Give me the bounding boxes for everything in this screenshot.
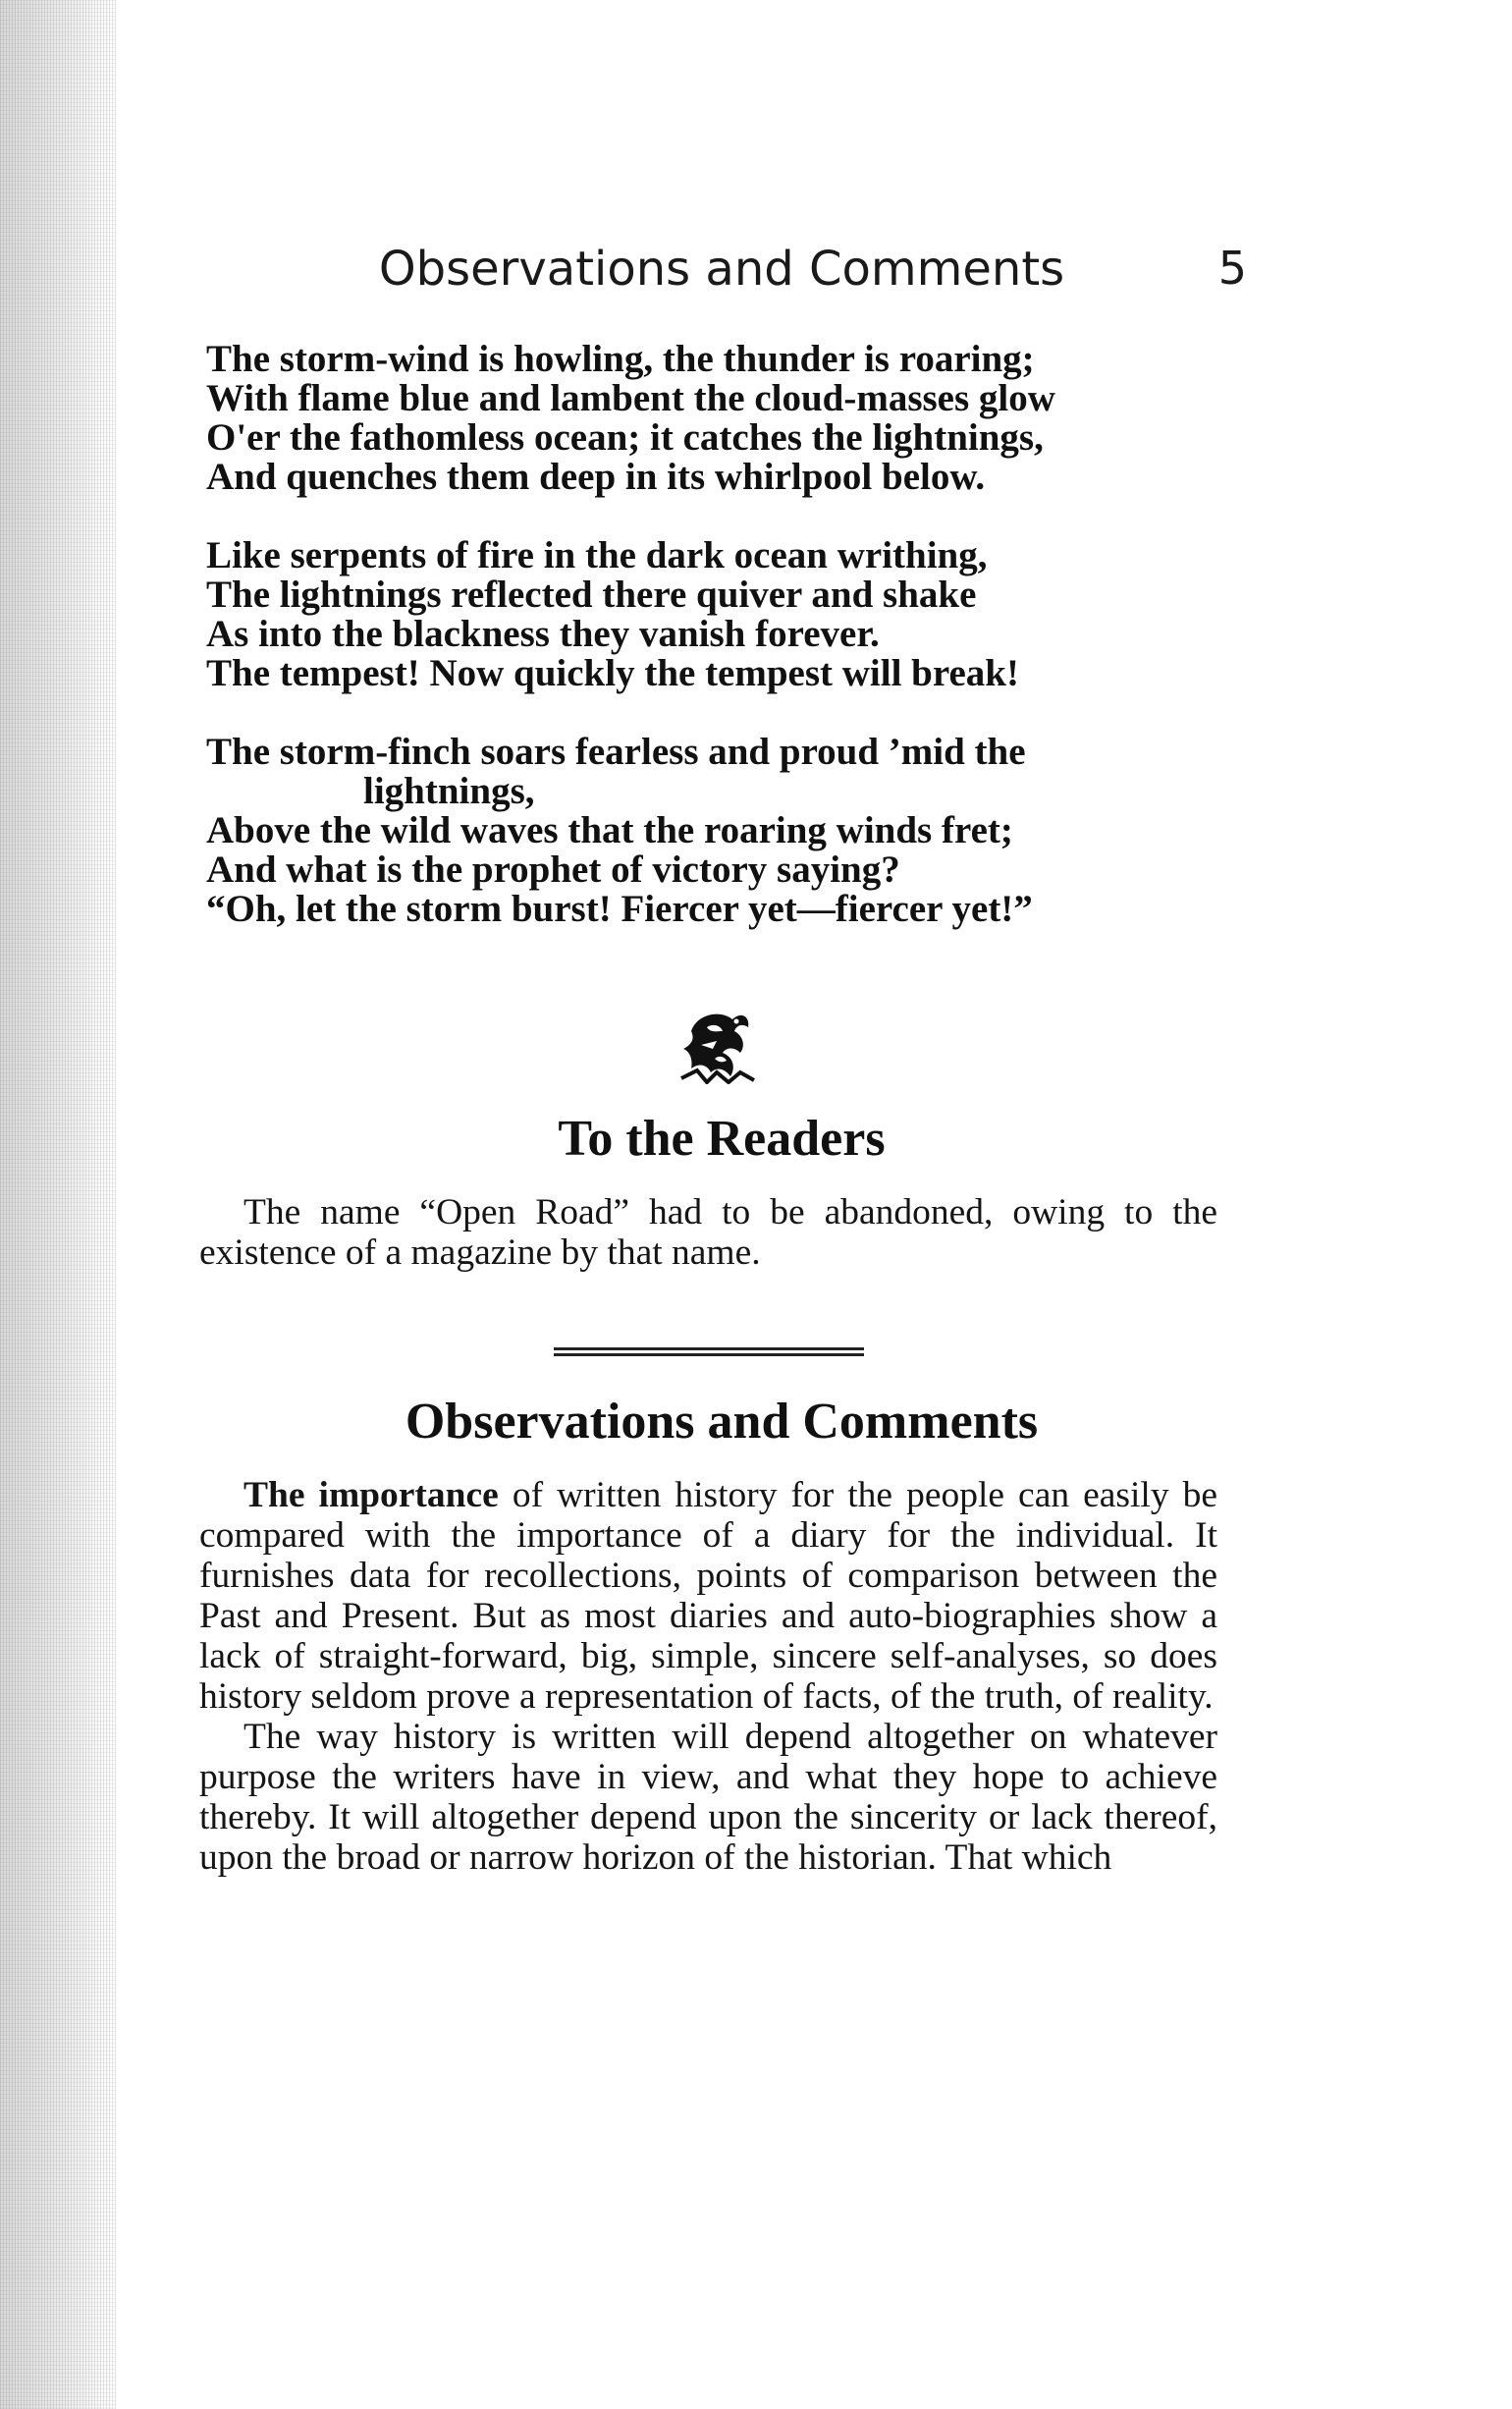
- poem-line: And what is the prophet of victory saying?: [206, 849, 900, 891]
- poem-line: The tempest! Now quickly the tempest will break!: [206, 652, 1019, 694]
- poem-line: As into the blackness they vanish forever.: [206, 613, 880, 655]
- poem-line: The lightnings reflected there quiver and shake: [206, 574, 977, 616]
- divider-line: [554, 1353, 864, 1356]
- page-number: 5: [1217, 242, 1247, 295]
- readers-notice-body: The name “Open Road” had to be abandoned, owing to the existence of a magazine by that name.: [199, 1192, 1217, 1273]
- poem-line: With flame blue and lambent the cloud-masses glow: [206, 377, 1055, 419]
- poem-line: “Oh, let the storm burst! Fiercer yet—fiercer yet!”: [206, 888, 1033, 930]
- poem-line: Above the wild waves that the roaring winds fret;: [206, 809, 1013, 851]
- page-edge-shadow: [0, 0, 116, 2409]
- poem: [206, 340, 1237, 968]
- running-header: [196, 242, 1247, 301]
- observations-paragraph-1: [199, 1475, 1217, 1717]
- poem-stanza-1: [206, 340, 1237, 497]
- observations-paragraph-2: The way history is written will depend altogether on whatever purpose the writers have in view, and what they hope to achieve thereby. It will altogether depend upon the sincerity or lack thereof, upon the broad or narrow horizon of the historian. That which: [199, 1717, 1217, 1878]
- section-divider: [554, 1347, 864, 1363]
- readers-notice-title: To the Readers: [558, 1111, 886, 1167]
- dragon-ornament-icon: [677, 1002, 756, 1084]
- poem-line: The storm-finch soars fearless and proud ’mid the: [206, 731, 1026, 773]
- observations-title: Observations and Comments: [405, 1394, 1039, 1450]
- observations-body: [199, 1475, 1217, 1878]
- poem-line-continuation: lightnings,: [363, 770, 535, 812]
- poem-line: The storm-wind is howling, the thunder is roaring;: [206, 338, 1035, 380]
- paragraph-text: of written history for the people can easily be compared with the importance of a diary for the individual. It furnishes data for recollections, points of comparison between the Past and Present. But as most diaries and auto-biographies show a lack of straight-forward, big, simple, sincere self-analyses, so does history seldom prove a representation of facts, of the truth, of reality.: [199, 1475, 1217, 1717]
- running-title: Observations and Comments: [378, 242, 1065, 297]
- divider-line: [554, 1347, 864, 1350]
- paragraph-lead: The importance: [243, 1475, 499, 1515]
- poem-line: And quenches them deep in its whirlpool below.: [206, 456, 986, 498]
- poem-stanza-3: [206, 733, 1237, 929]
- poem-line: Like serpents of fire in the dark ocean writhing,: [206, 534, 988, 576]
- poem-line: O'er the fathomless ocean; it catches the lightnings,: [206, 416, 1044, 459]
- readers-notice: [199, 1192, 1217, 1273]
- poem-stanza-2: [206, 536, 1237, 693]
